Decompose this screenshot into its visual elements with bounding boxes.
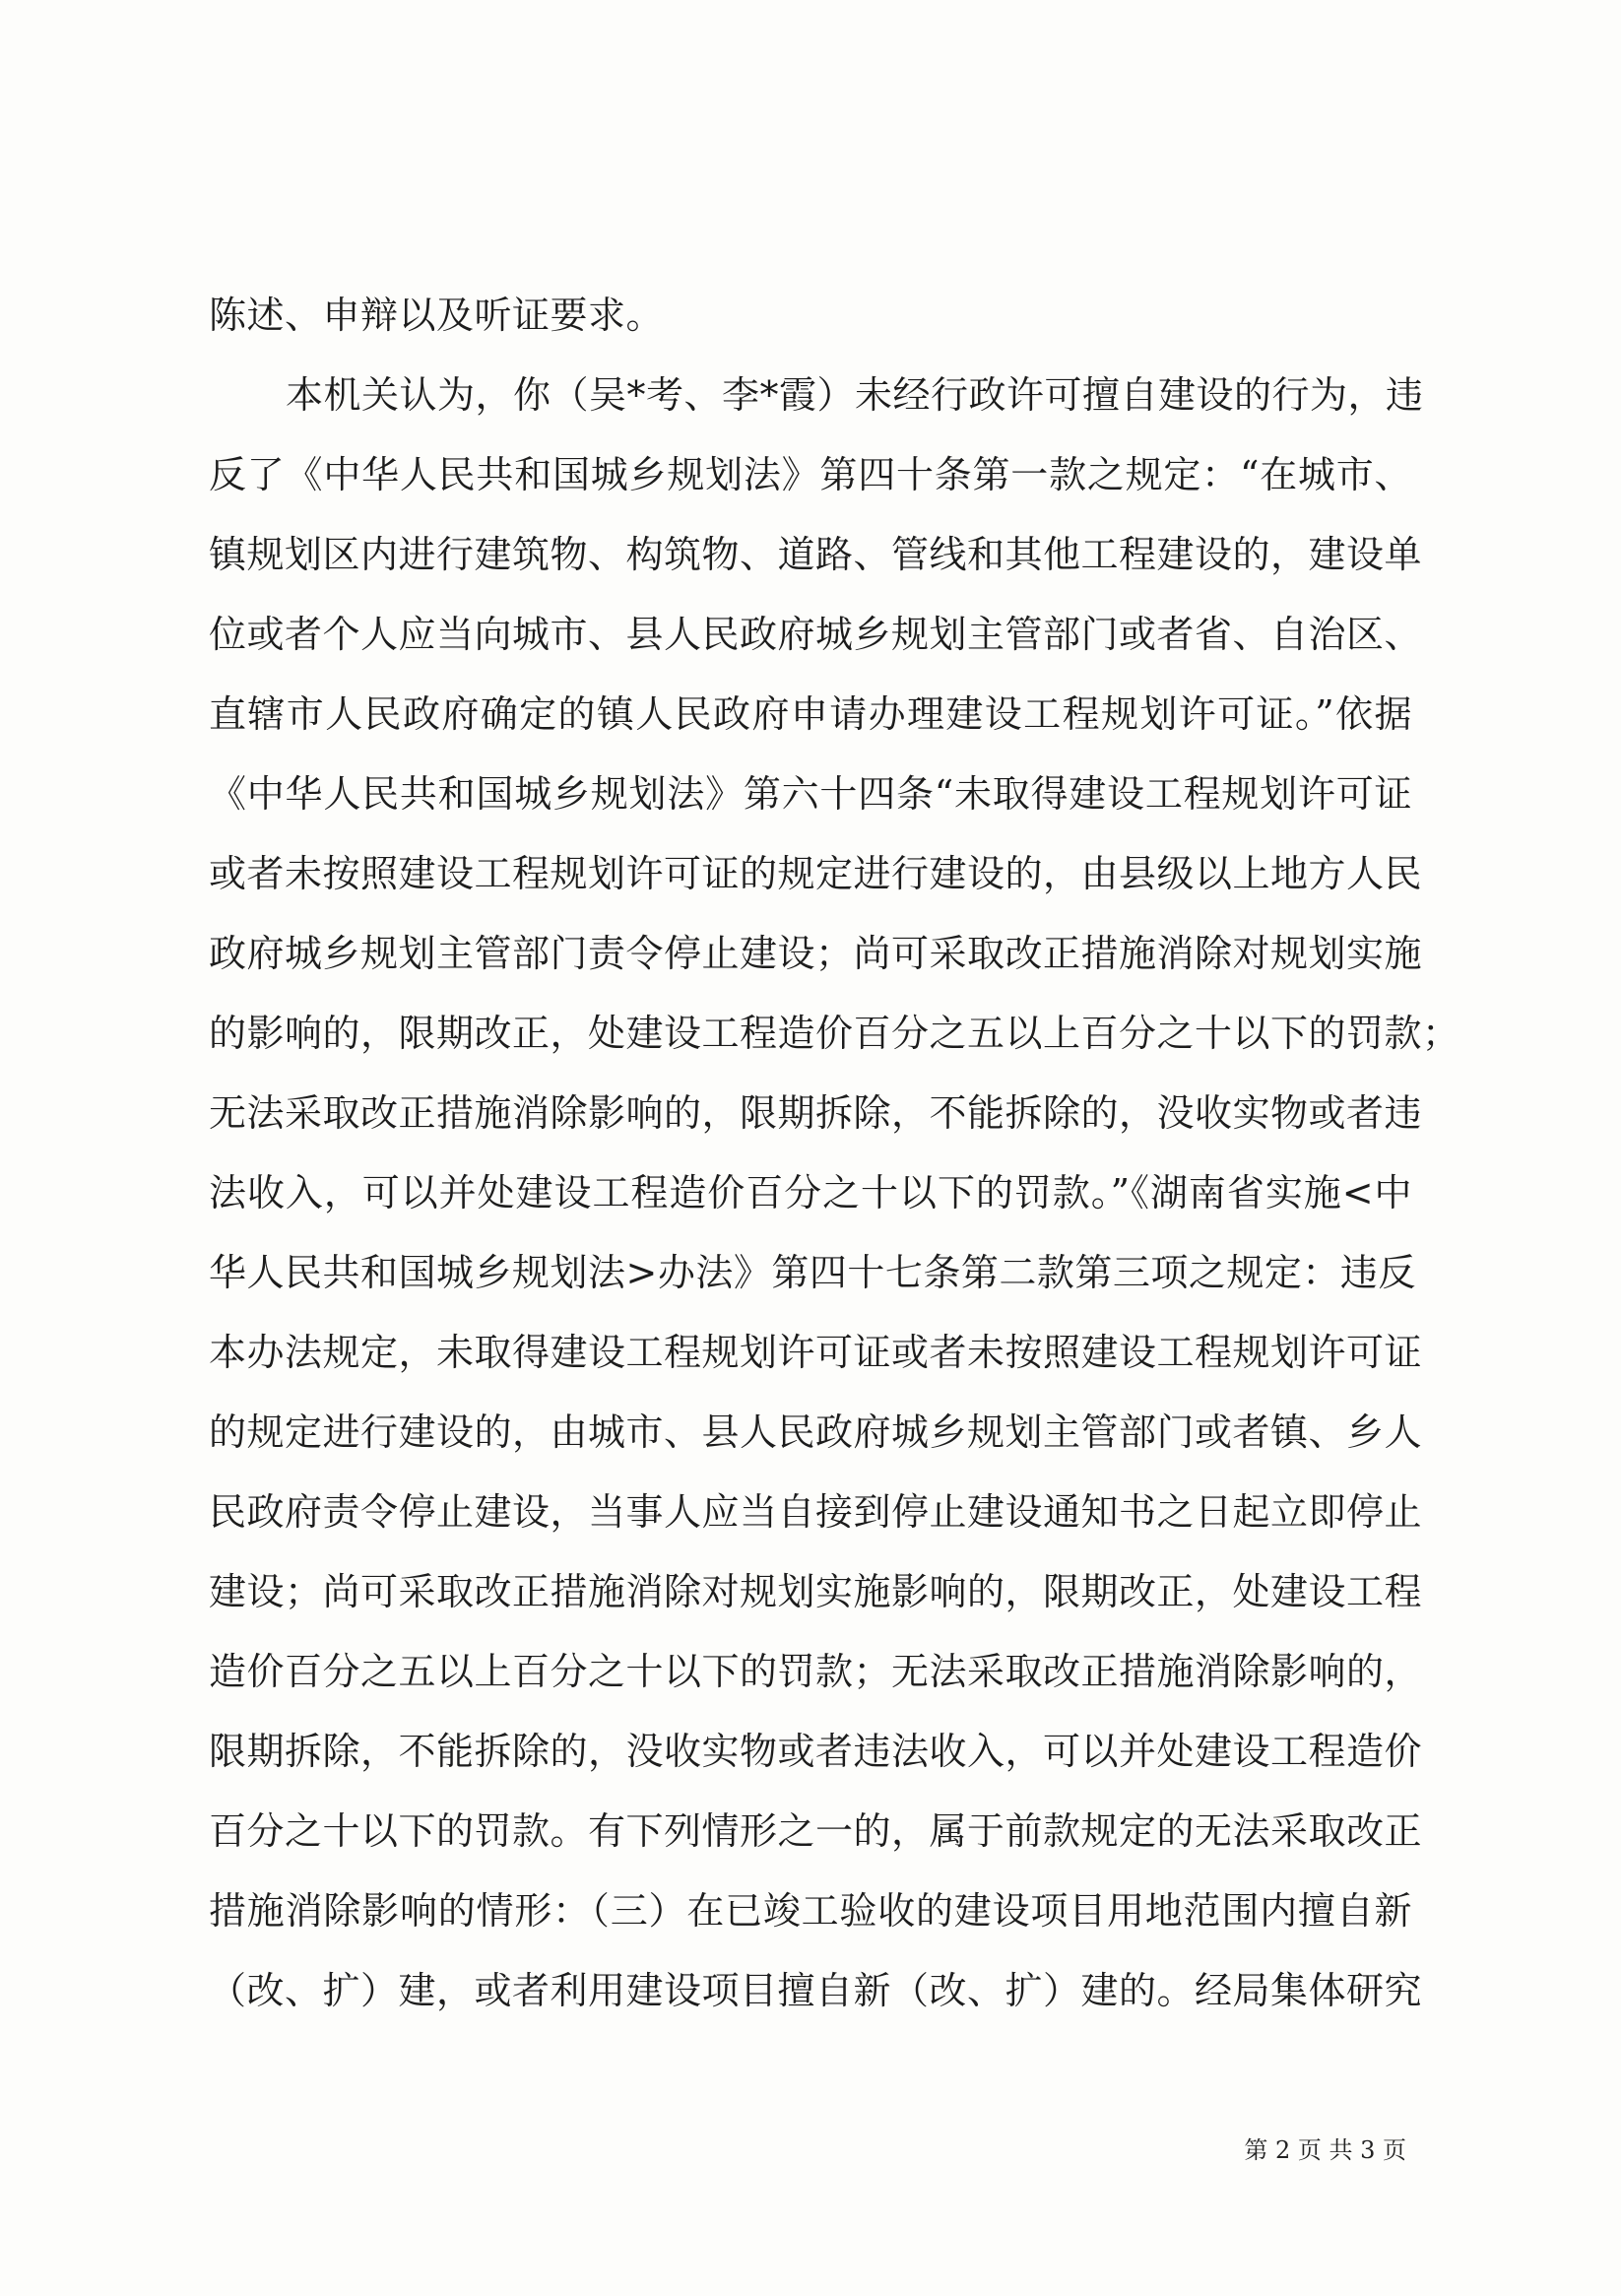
text-line-14: 本办法规定，未取得建设工程规划许可证或者未按照建设工程规划许可证 — [209, 1331, 1423, 1374]
text-line-10: 的影响的，限期改正，处建设工程造价百分之五以上百分之十以下的罚款； — [209, 1012, 1460, 1055]
document-body — [209, 276, 1460, 2031]
text-line-20: 百分之十以下的罚款。有下列情形之一的，属于前款规定的无法采取改正 — [209, 1809, 1423, 1853]
text-line-2: 本机关认为，你（吴*考、李*霞）未经行政许可擅自建设的行为，违 — [286, 373, 1424, 417]
text-line-19: 限期拆除，不能拆除的，没收实物或者违法收入，可以并处建设工程造价 — [209, 1730, 1423, 1773]
text-line-7: 《中华人民共和国城乡规划法》第六十四条“未取得建设工程规划许可证 — [209, 772, 1412, 816]
text-line-12: 法收入，可以并处建设工程造价百分之十以下的罚款。”《湖南省实施<中 — [209, 1171, 1412, 1214]
text-line-15: 的规定进行建设的，由城市、县人民政府城乡规划主管部门或者镇、乡人 — [209, 1410, 1423, 1454]
text-line-11: 无法采取改正措施消除影响的，限期拆除，不能拆除的，没收实物或者违 — [209, 1091, 1423, 1135]
page-number-footer: 第 2 页 共 3 页 — [1244, 2136, 1406, 2164]
text-line-4: 镇规划区内进行建筑物、构筑物、道路、管线和其他工程建设的，建设单 — [209, 533, 1423, 576]
text-line-8: 或者未按照建设工程规划许可证的规定进行建设的，由县级以上地方人民 — [209, 852, 1423, 895]
text-line-18: 造价百分之五以上百分之十以下的罚款；无法采取改正措施消除影响的， — [209, 1650, 1423, 1693]
text-line-1: 陈述、申辩以及听证要求。 — [209, 294, 665, 337]
text-line-5: 位或者个人应当向城市、县人民政府城乡规划主管部门或者省、自治区、 — [209, 613, 1423, 656]
text-line-3: 反了《中华人民共和国城乡规划法》第四十条第一款之规定：“在城市、 — [209, 453, 1412, 496]
text-line-9: 政府城乡规划主管部门责令停止建设；尚可采取改正措施消除对规划实施 — [209, 932, 1423, 975]
text-line-6: 直辖市人民政府确定的镇人民政府申请办理建设工程规划许可证。”依据 — [209, 692, 1412, 736]
text-line-13: 华人民共和国城乡规划法>办法》第四十七条第二款第三项之规定：违反 — [209, 1251, 1416, 1294]
text-line-16: 民政府责令停止建设，当事人应当自接到停止建设通知书之日起立即停止 — [209, 1490, 1423, 1534]
text-line-21: 措施消除影响的情形：（三）在已竣工验收的建设项目用地范围内擅自新 — [209, 1889, 1412, 1933]
text-line-22: （改、扩）建，或者利用建设项目擅自新（改、扩）建的。经局集体研究 — [209, 1969, 1423, 2012]
text-line-17: 建设；尚可采取改正措施消除对规划实施影响的，限期改正，处建设工程 — [209, 1570, 1423, 1613]
